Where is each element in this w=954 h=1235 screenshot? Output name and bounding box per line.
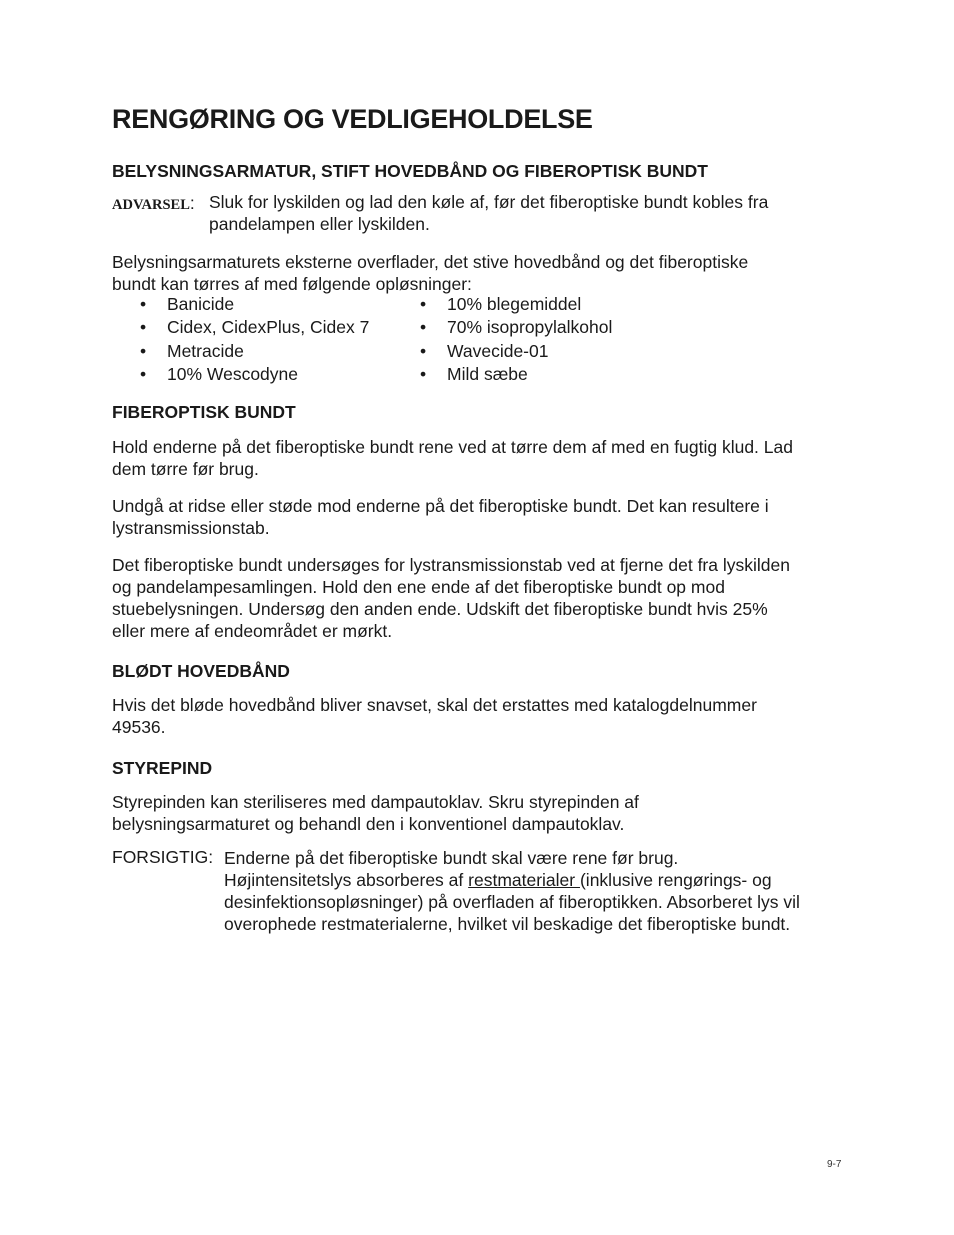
warning-colon: : <box>189 193 195 213</box>
list-item-label: Wavecide-01 <box>447 341 549 361</box>
page-number: 9-7 <box>827 1159 842 1170</box>
bullet-icon: • <box>140 317 147 337</box>
paragraph-line: eller mere af endeområdet er mørkt. <box>112 621 393 641</box>
caution-line <box>224 869 844 891</box>
bullet-icon: • <box>420 364 427 384</box>
list-item-label: Mild sæbe <box>447 364 528 384</box>
paragraph <box>112 694 842 738</box>
paragraph-line: belysningsarmaturet og behandl den i konventionel dampautoklav. <box>112 814 625 834</box>
bullet-icon: • <box>140 294 147 314</box>
paragraph-line: stuebelysningen. Undersøg den anden ende. Udskift det fiberoptiske bundt hvis 25% <box>112 599 768 619</box>
warning-line: Sluk for lyskilden og lad den køle af, før det fiberoptiske bundt kobles fra <box>209 192 769 212</box>
section-heading-lighting: BELYSNINGSARMATUR, STIFT HOVEDBÅND OG FIBEROPTISK BUNDT <box>112 161 708 181</box>
list-item-label: Cidex, CidexPlus, Cidex 7 <box>167 317 370 337</box>
warning-label <box>112 193 195 214</box>
paragraph-line: Belysningsarmaturets eksterne overflader, det stive hovedbånd og det fiberoptiske <box>112 252 749 272</box>
paragraph-line: bundt kan tørres af med følgende opløsninger: <box>112 274 472 294</box>
paragraph-line: Styrepinden kan steriliseres med dampautoklav. Skru styrepinden af <box>112 792 639 812</box>
paragraph-line: og pandelampesamlingen. Hold den ene ende af det fiberoptiske bundt op mod <box>112 577 725 597</box>
bullet-icon: • <box>140 341 147 361</box>
paragraph <box>112 554 842 642</box>
paragraph-line: Det fiberoptiske bundt undersøges for lystransmissionstab ved at fjerne det fra lyskilden <box>112 555 790 575</box>
paragraph <box>112 436 842 480</box>
underlined-term: restmaterialer <box>468 870 580 890</box>
caution-text-span: (inklusive rengørings- og <box>579 870 772 890</box>
paragraph-line: 49536. <box>112 717 166 737</box>
warning-line: pandelampen eller lyskilden. <box>209 214 430 234</box>
caution-line: overophede restmaterialerne, hvilket vil beskadige det fiberoptiske bundt. <box>224 914 791 934</box>
paragraph-line: Hold enderne på det fiberoptiske bundt rene ved at tørre dem af med en fugtig klud. Lad <box>112 437 793 457</box>
bullet-icon: • <box>140 364 147 384</box>
bullet-icon: • <box>420 294 427 314</box>
paragraph-line: dem tørre før brug. <box>112 459 259 479</box>
paragraph-line: Hvis det bløde hovedbånd bliver snavset, skal det erstattes med katalogdelnummer <box>112 695 757 715</box>
list-item-label: 10% Wescodyne <box>167 364 299 384</box>
warning-text <box>209 191 829 235</box>
caution-text <box>224 847 844 935</box>
section-heading-guide-pin: STYREPIND <box>112 758 213 778</box>
list-item-label: Banicide <box>167 294 235 314</box>
paragraph <box>112 791 842 835</box>
paragraph-line: Undgå at ridse eller støde mod enderne på det fiberoptiske bundt. Det kan resultere i <box>112 496 769 516</box>
warning-label-text: ADVARSEL <box>112 197 190 213</box>
caution-text-span: Højintensitetslys absorberes af <box>224 870 469 890</box>
section-heading-soft-headband: BLØDT HOVEDBÅND <box>112 661 290 681</box>
page-title: RENGØRING OG VEDLIGEHOLDELSE <box>112 104 593 134</box>
paragraph-line: lystransmissionstab. <box>112 518 270 538</box>
section-heading-fiberoptic: FIBEROPTISK BUNDT <box>112 402 296 422</box>
caution-line: Enderne på det fiberoptiske bundt skal være rene før brug. <box>224 848 679 868</box>
list-item-label: Metracide <box>167 341 244 361</box>
caution-line: desinfektionsopløsninger) på overfladen af fiberoptikken. Absorberet lys vil <box>224 892 800 912</box>
caution-label: FORSIGTIG: <box>112 847 214 867</box>
paragraph <box>112 495 842 539</box>
bullet-icon: • <box>420 341 427 361</box>
intro-paragraph <box>112 251 842 295</box>
list-item-label: 70% isopropylalkohol <box>447 317 613 337</box>
bullet-icon: • <box>420 317 427 337</box>
list-item-label: 10% blegemiddel <box>447 294 582 314</box>
